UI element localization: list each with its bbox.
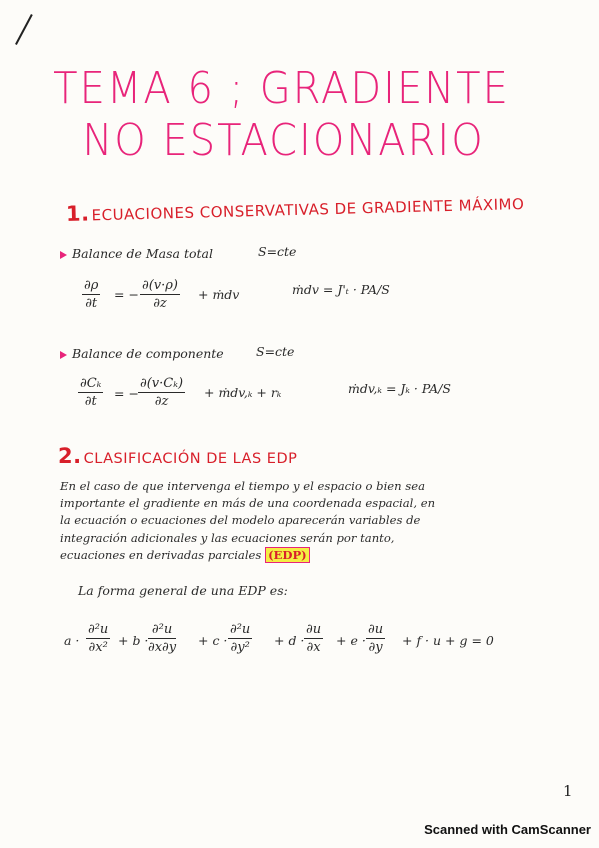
section-1-title: ECUACIONES CONSERVATIVAS DE GRADIENTE MÁXIMO: [91, 195, 525, 225]
paragraph-line-last: [60, 547, 540, 564]
balance-total-equals: = −: [114, 287, 139, 302]
balance-total-text: Balance de Masa total: [72, 246, 213, 261]
fraction-denominator: ∂y²: [230, 640, 250, 655]
term-a-coef: a ·: [64, 633, 80, 648]
balance-componente-side-equation: ṁdv,ₖ = Jₖ · PA/S: [348, 381, 451, 396]
balance-componente-text: Balance de componente: [72, 346, 224, 361]
paragraph-line: En el caso de que intervenga el tiempo y el espacio o bien sea: [60, 479, 426, 493]
general-form-label: La forma general de una EDP es:: [78, 583, 288, 598]
paragraph-edp: [60, 478, 540, 564]
term-d-fraction: [304, 622, 323, 655]
paragraph-line: importante el gradiente en más de una coordenada espacial, en: [60, 496, 436, 511]
balance-componente-rhs-fraction: [138, 376, 185, 409]
balance-total-side-equation: ṁdv = J'ₜ · PA/S: [292, 282, 390, 297]
fraction-numerator: ∂(v·ρ): [142, 278, 178, 293]
term-b-fraction: [148, 622, 176, 655]
term-b-coef: + b ·: [118, 633, 149, 648]
term-e-fraction: [366, 622, 385, 655]
balance-componente-equals: = −: [114, 386, 139, 401]
section-2-number: 2.: [58, 444, 82, 468]
balance-total-rhs-fraction: [140, 278, 180, 311]
balance-componente-tail: + ṁdv,ₖ + rₖ: [204, 385, 282, 400]
term-c-coef: + c ·: [198, 633, 228, 648]
general-form-tail: + f · u + g = 0: [402, 633, 494, 648]
section-2-title: CLASIFICACIÓN DE LAS EDP: [83, 451, 298, 467]
fraction-denominator: ∂z: [154, 394, 169, 409]
balance-total-tail: + ṁdv: [198, 287, 240, 302]
section-1-heading: [66, 190, 525, 226]
fraction-numerator: ∂ρ: [84, 278, 99, 293]
fraction-denominator: ∂x: [306, 640, 321, 655]
section-1-number: 1.: [65, 201, 90, 226]
pen-stroke-mark: [15, 14, 33, 45]
fraction-numerator: ∂²u: [88, 622, 109, 637]
fraction-denominator: ∂z: [153, 296, 167, 311]
term-a-fraction: [86, 622, 110, 655]
scanner-watermark: Scanned with CamScanner: [424, 822, 591, 837]
page-number: 1: [563, 782, 573, 800]
balance-total-lhs-fraction: [82, 278, 100, 311]
fraction-denominator: ∂y: [368, 640, 383, 655]
fraction-numerator: ∂(v·Cₖ): [140, 376, 184, 391]
balance-componente-label: [60, 346, 224, 361]
fraction-numerator: ∂²u: [230, 622, 251, 637]
fraction-numerator: ∂Cₖ: [80, 376, 102, 391]
title-line-2: NO ESTACIONARIO: [82, 116, 485, 166]
balance-componente-lhs-fraction: [78, 376, 103, 409]
bullet-icon: [60, 351, 67, 359]
balance-total-condition: S=cte: [258, 244, 297, 259]
section-2-heading: [58, 444, 297, 468]
term-e-coef: + e ·: [336, 633, 366, 648]
term-d-coef: + d ·: [274, 633, 305, 648]
balance-componente-condition: S=cte: [256, 344, 295, 359]
fraction-denominator: ∂t: [84, 394, 97, 409]
title-line-1: TEMA 6 ; GRADIENTE: [53, 64, 510, 114]
fraction-denominator: ∂x∂y: [148, 640, 177, 655]
fraction-denominator: ∂x²: [88, 640, 108, 655]
paragraph-line-text: ecuaciones en derivadas parciales: [60, 547, 262, 562]
balance-total-label: [60, 246, 213, 261]
paragraph-line: la ecuación o ecuaciones del modelo aparecerán variables de: [60, 513, 421, 528]
bullet-icon: [60, 251, 67, 259]
fraction-numerator: ∂u: [306, 622, 322, 637]
fraction-numerator: ∂u: [368, 622, 384, 637]
term-c-fraction: [228, 622, 252, 655]
edp-highlight: (EDP): [265, 547, 310, 563]
fraction-numerator: ∂²u: [148, 622, 176, 639]
fraction-denominator: ∂t: [85, 296, 98, 311]
paragraph-line: integración adicionales y las ecuaciones serán por tanto,: [60, 530, 395, 545]
